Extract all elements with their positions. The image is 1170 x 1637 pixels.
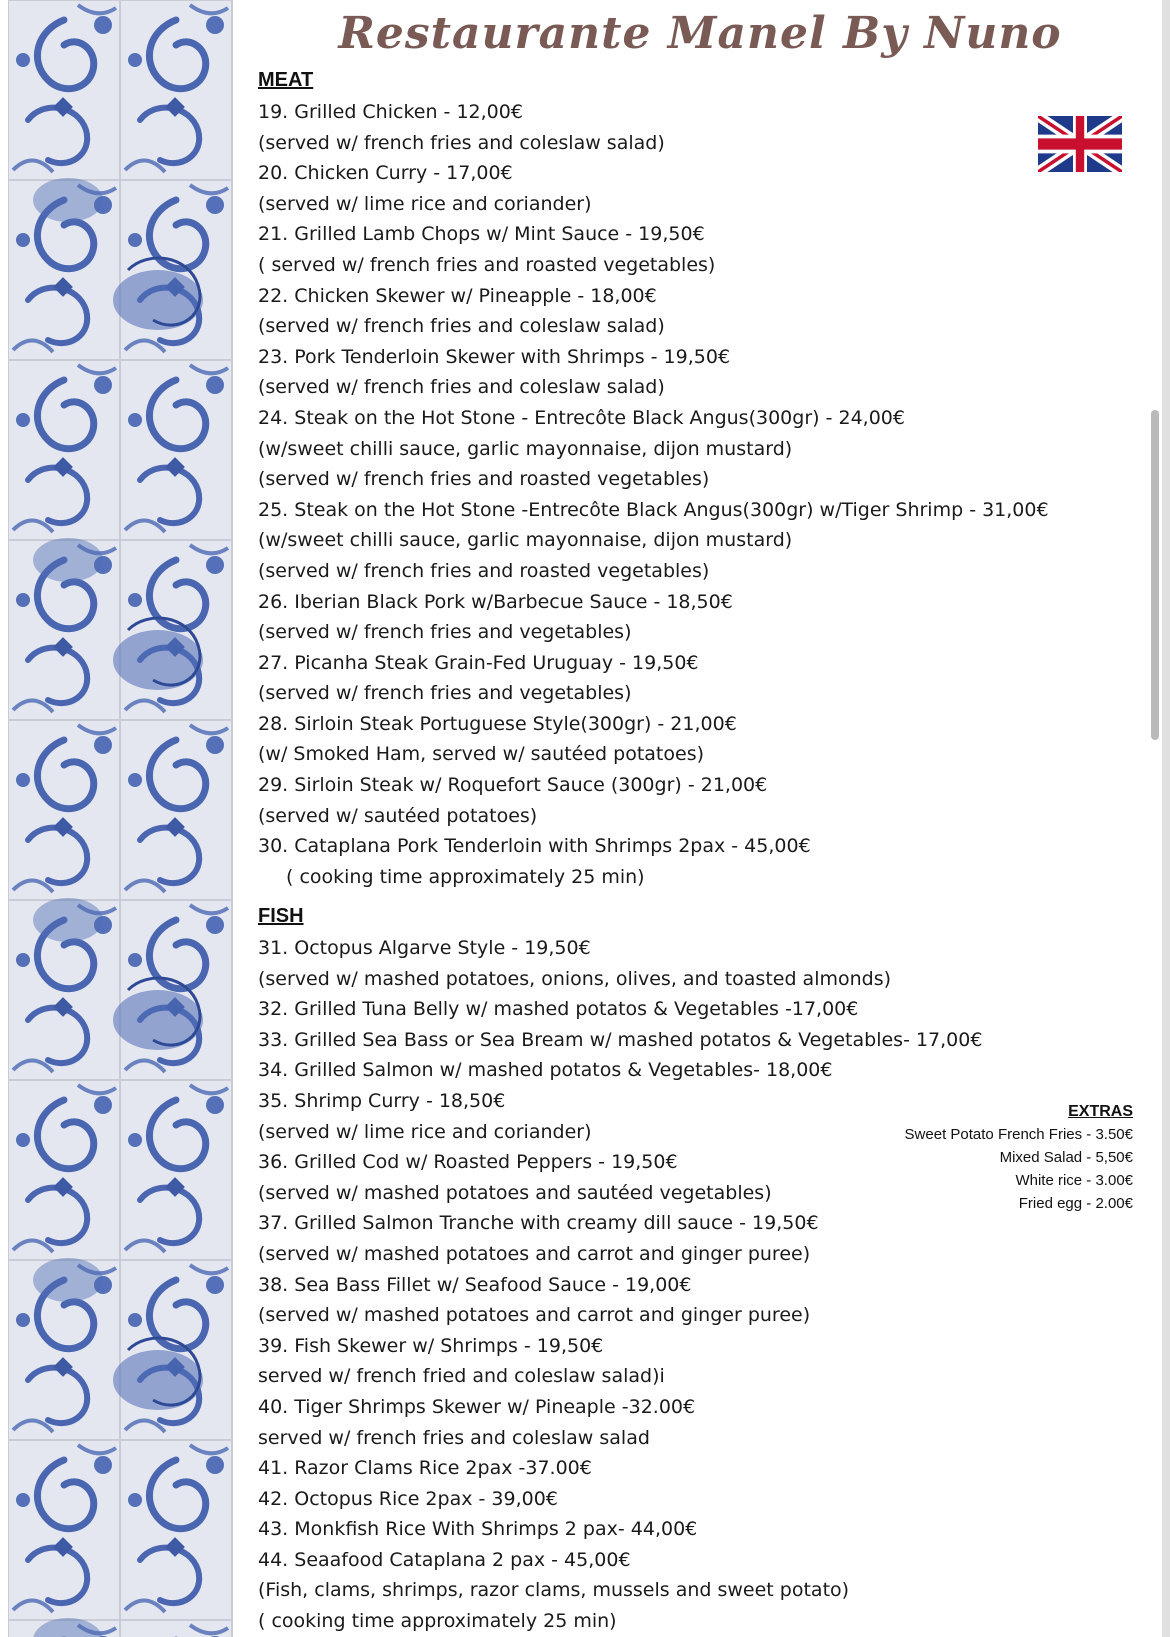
menu-line: (Fish, clams, shrimps, razor clams, mussels and sweet potato) [258, 1579, 850, 1602]
menu-line: (served w/ mashed potatoes, onions, olives, and toasted almonds) [258, 967, 892, 990]
menu-line: 20. Chicken Curry - 17,00€ [258, 162, 513, 185]
menu-line: (served w/ french fries and roasted vegetables) [258, 468, 710, 491]
extras-panel [905, 1103, 1133, 1215]
menu-line: (w/ Smoked Ham, served w/ sautéed potatoes) [258, 743, 704, 766]
extras-item: Mixed Salad - 5,50€ [999, 1149, 1133, 1166]
meat-menu-list [258, 97, 1078, 892]
menu-line: 26. Iberian Black Pork w/Barbecue Sauce - 18,50€ [258, 590, 733, 613]
menu-line: 39. Fish Skewer w/ Shrimps - 19,50€ [258, 1334, 604, 1357]
fish-section-heading: FISH [258, 905, 304, 927]
menu-line: 22. Chicken Skewer w/ Pineapple - 18,00€ [258, 284, 657, 307]
menu-line: (served w/ french fries and roasted vegetables) [258, 559, 710, 582]
extras-item: Fried egg - 2.00€ [1018, 1195, 1133, 1212]
menu-line: 32. Grilled Tuna Belly w/ mashed potatos & Vegetables -17,00€ [258, 998, 859, 1021]
menu-line: (served w/ mashed potatoes and carrot and ginger puree) [258, 1304, 811, 1327]
menu-line: 37. Grilled Salmon Tranche with creamy dill sauce - 19,50€ [258, 1212, 819, 1235]
menu-line: 27. Picanha Steak Grain-Fed Uruguay - 19,50€ [258, 651, 699, 674]
menu-line: (served w/ french fries and coleslaw salad) [258, 131, 665, 154]
menu-line: (served w/ french fries and vegetables) [258, 682, 632, 705]
menu-line: 25. Steak on the Hot Stone -Entrecôte Black Angus(300gr) w/Tiger Shrimp - 31,00€ [258, 498, 1049, 521]
menu-line: 30. Cataplana Pork Tenderloin with Shrimps 2pax - 45,00€ [258, 835, 811, 858]
menu-line: (w/sweet chilli sauce, garlic mayonnaise, dijon mustard) [258, 529, 793, 552]
restaurant-title: Restaurante Manel By Nuno [338, 8, 1062, 59]
extras-item: White rice - 3.00€ [1015, 1172, 1133, 1189]
azulejo-pattern-icon [8, 0, 233, 1637]
menu-line: (served w/ french fries and coleslaw salad) [258, 315, 665, 338]
menu-line: 38. Sea Bass Fillet w/ Seafood Sauce - 19,00€ [258, 1273, 692, 1296]
menu-line: (served w/ french fries and coleslaw salad) [258, 376, 665, 399]
menu-line: (served w/ lime rice and coriander) [258, 1120, 592, 1143]
extras-heading: EXTRAS [1068, 1103, 1133, 1120]
menu-line: 40. Tiger Shrimps Skewer w/ Pineaple -32.00€ [258, 1395, 696, 1418]
menu-line: ( served w/ french fries and roasted vegetables) [258, 253, 716, 276]
menu-line: 19. Grilled Chicken - 12,00€ [258, 101, 523, 123]
menu-line: (served w/ mashed potatoes and carrot and ginger puree) [258, 1242, 811, 1265]
extras-list [905, 1123, 1133, 1215]
menu-line: ( cooking time approximately 25 min) [258, 1610, 617, 1633]
window-edge [1162, 0, 1170, 1637]
meat-section-heading: MEAT [258, 69, 314, 91]
menu-line: 21. Grilled Lamb Chops w/ Mint Sauce - 19,50€ [258, 223, 705, 246]
menu-line: served w/ french fried and coleslaw salad)i [258, 1365, 665, 1388]
menu-line: 23. Pork Tenderloin Skewer with Shrimps - 19,50€ [258, 345, 731, 368]
menu-line: served w/ french fries and coleslaw salad [258, 1426, 650, 1449]
menu-line: (w/sweet chilli sauce, garlic mayonnaise, dijon mustard) [258, 437, 793, 460]
menu-line: (served w/ french fries and vegetables) [258, 621, 632, 644]
menu-line: 31. Octopus Algarve Style - 19,50€ [258, 937, 591, 959]
menu-line: 36. Grilled Cod w/ Roasted Peppers - 19,50€ [258, 1151, 678, 1174]
menu-line: 42. Octopus Rice 2pax - 39,00€ [258, 1487, 558, 1510]
menu-line: 29. Sirloin Steak w/ Roquefort Sauce (300gr) - 21,00€ [258, 774, 768, 797]
menu-line: (served w/ mashed potatoes and sautéed vegetables) [258, 1181, 772, 1204]
menu-line: 24. Steak on the Hot Stone - Entrecôte Black Angus(300gr) - 24,00€ [258, 406, 905, 429]
menu-line: (served w/ lime rice and coriander) [258, 192, 592, 215]
menu-line: 44. Seaafood Cataplana 2 pax - 45,00€ [258, 1548, 631, 1571]
menu-line: 34. Grilled Salmon w/ mashed potatos & Vegetables- 18,00€ [258, 1059, 833, 1082]
menu-line: 28. Sirloin Steak Portuguese Style(300gr) - 21,00€ [258, 712, 737, 735]
extras-item: Sweet Potato French Fries - 3.50€ [904, 1126, 1133, 1143]
menu-line: 33. Grilled Sea Bass or Sea Bream w/ mashed potatos & Vegetables- 17,00€ [258, 1028, 983, 1051]
azulejo-tile-panel [8, 0, 233, 1637]
fish-menu-list [258, 933, 1078, 1637]
menu-line: 43. Monkfish Rice With Shrimps 2 pax- 44,00€ [258, 1518, 698, 1541]
menu-line: ( cooking time approximately 25 min) [286, 865, 645, 888]
menu-line: (served w/ sautéed potatoes) [258, 804, 538, 827]
menu-line: 35. Shrimp Curry - 18,50€ [258, 1089, 506, 1112]
scrollbar-thumb[interactable] [1151, 410, 1159, 740]
menu-line: 41. Razor Clams Rice 2pax -37.00€ [258, 1457, 592, 1480]
